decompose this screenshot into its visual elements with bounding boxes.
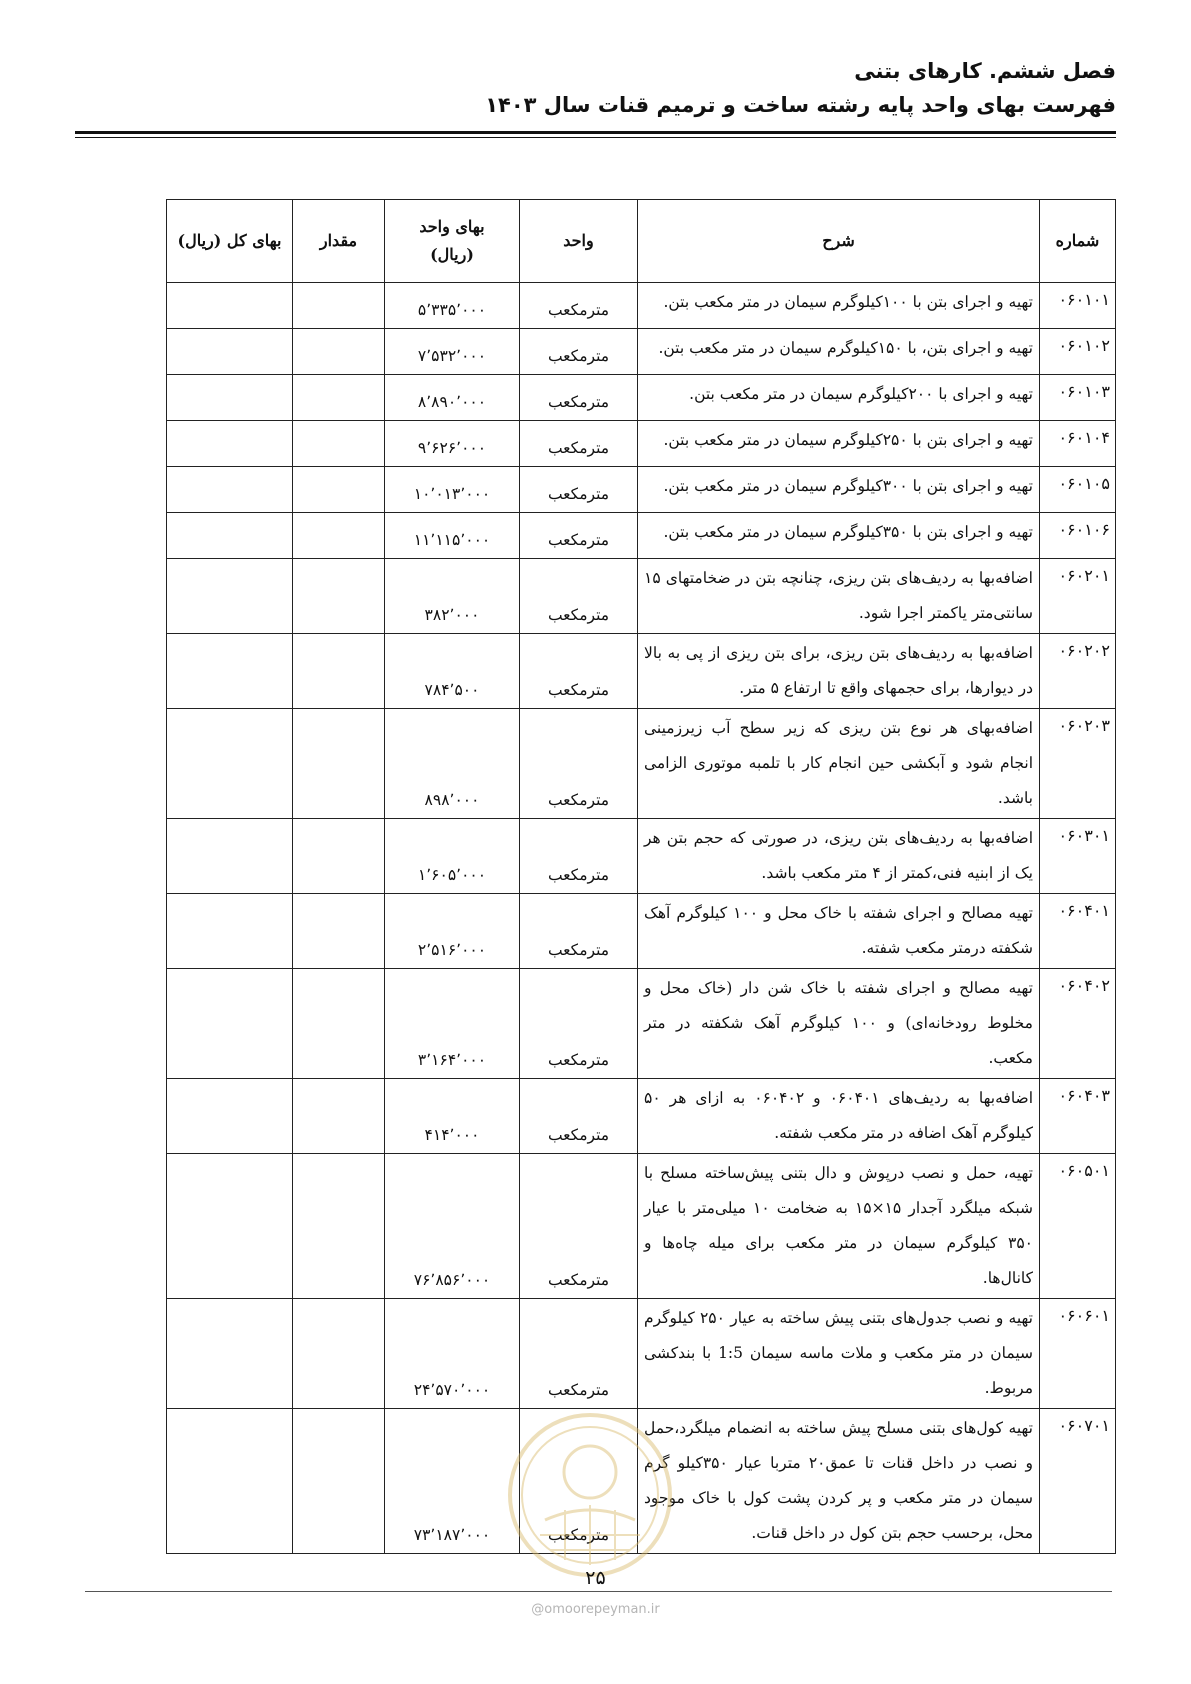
- row-quantity: [293, 1299, 385, 1409]
- row-code: ۰۶۰۱۰۴: [1040, 421, 1116, 467]
- row-code: ۰۶۰۳۰۱: [1040, 819, 1116, 894]
- row-unit: مترمکعب: [520, 559, 638, 634]
- row-description: اضافه‌بها به ردیف‌های ۰۶۰۴۰۱ و ۰۶۰۴۰۲ به ازای هر ۵۰ کیلوگرم آهک اضافه در متر مکعب شفته.: [638, 1079, 1040, 1154]
- table-row: [84, 709, 1116, 819]
- table-row: [84, 559, 1116, 634]
- row-unit: مترمکعب: [520, 1299, 638, 1409]
- row-unit-price: ۱۰٬۰۱۳٬۰۰۰: [385, 467, 520, 513]
- row-total: [167, 375, 293, 421]
- row-unit: مترمکعب: [520, 467, 638, 513]
- row-total: [167, 329, 293, 375]
- row-total: [167, 969, 293, 1079]
- row-total: [167, 513, 293, 559]
- row-description: تهیه کول‌های بتنی مسلح پیش ساخته به انضمام میلگرد،حمل و نصب در داخل قنات تا عمق۲۰ متربا عیار ۳۵۰کیلو گرم سیمان در متر مکعب و پر کردن پشت کول با خاک موجود محل، برحسب حجم بتن کول در داخل قنات.: [638, 1409, 1040, 1554]
- header-rule-thin: [75, 137, 1116, 138]
- row-unit-price: ۳۸۲٬۰۰۰: [385, 559, 520, 634]
- header-rule-thick: [75, 131, 1116, 134]
- row-unit-price: ۸٬۸۹۰٬۰۰۰: [385, 375, 520, 421]
- row-unit-price: ۱٬۶۰۵٬۰۰۰: [385, 819, 520, 894]
- row-code: ۰۶۰۱۰۶: [1040, 513, 1116, 559]
- row-description: تهیه و اجرای با ۲۰۰کیلوگرم سیمان در متر مکعب بتن.: [638, 375, 1040, 421]
- row-code: ۰۶۰۱۰۵: [1040, 467, 1116, 513]
- row-total: [167, 421, 293, 467]
- seal-watermark: [505, 1410, 675, 1580]
- row-total: [167, 283, 293, 329]
- row-description: تهیه مصالح و اجرای شفته با خاک شن دار (خاک محل و مخلوط رودخانه‌ای) و ۱۰۰ کیلوگرم آهک شکفته در متر مکعب.: [638, 969, 1040, 1079]
- row-description: تهیه و اجرای بتن، با ۱۵۰کیلوگرم سیمان در متر مکعب بتن.: [638, 329, 1040, 375]
- page-header: [76, 56, 1116, 120]
- row-unit-price: ۷٬۵۳۲٬۰۰۰: [385, 329, 520, 375]
- row-total: [167, 467, 293, 513]
- table-row: [84, 1299, 1116, 1409]
- header-unit: واحد: [520, 200, 638, 283]
- chapter-title: فصل ششم. کارهای بتنی: [854, 59, 1116, 83]
- row-unit-price: ۴۱۴٬۰۰۰: [385, 1079, 520, 1154]
- row-total: [167, 634, 293, 709]
- row-description: تهیه و اجرای بتن با ۳۰۰کیلوگرم سیمان در متر مکعب بتن.: [638, 467, 1040, 513]
- row-unit: مترمکعب: [520, 421, 638, 467]
- row-unit-price: ۱۱٬۱۱۵٬۰۰۰: [385, 513, 520, 559]
- row-unit-price: ۸۹۸٬۰۰۰: [385, 709, 520, 819]
- table-row: [84, 1154, 1116, 1299]
- row-code: ۰۶۰۲۰۱: [1040, 559, 1116, 634]
- row-code: ۰۶۰۷۰۱: [1040, 1409, 1116, 1554]
- row-code: ۰۶۰۴۰۳: [1040, 1079, 1116, 1154]
- row-total: [167, 1299, 293, 1409]
- row-code: ۰۶۰۱۰۲: [1040, 329, 1116, 375]
- row-description: اضافه‌بها به ردیف‌های بتن ریزی، در صورتی که حجم بتن هر یک از ابنیه فنی،کمتر از ۴ متر مکعب باشد.: [638, 819, 1040, 894]
- header-total-price: بهای کل (ریال): [167, 200, 293, 283]
- header-code: شماره: [1040, 200, 1116, 283]
- row-code: ۰۶۰۱۰۱: [1040, 283, 1116, 329]
- page-number: ۲۵: [585, 1567, 606, 1589]
- row-quantity: [293, 421, 385, 467]
- footer-rule: [85, 1591, 1112, 1592]
- row-total: [167, 559, 293, 634]
- row-quantity: [293, 513, 385, 559]
- row-total: [167, 1079, 293, 1154]
- row-unit: مترمکعب: [520, 283, 638, 329]
- row-code: ۰۶۰۴۰۲: [1040, 969, 1116, 1079]
- header-unit-price-line1: بهای واحد: [419, 217, 485, 236]
- header-unit-price-line2: (ریال): [430, 245, 474, 264]
- row-quantity: [293, 634, 385, 709]
- row-quantity: [293, 1409, 385, 1554]
- row-quantity: [293, 1154, 385, 1299]
- row-unit-price: ۷۶٬۸۵۶٬۰۰۰: [385, 1154, 520, 1299]
- header-unit-price: [385, 200, 520, 283]
- row-code: ۰۶۰۶۰۱: [1040, 1299, 1116, 1409]
- header-description: شرح: [638, 200, 1040, 283]
- row-quantity: [293, 559, 385, 634]
- row-total: [167, 1409, 293, 1554]
- row-total: [167, 894, 293, 969]
- row-description: اضافه‌بها به ردیف‌های بتن ریزی، چنانچه بتن در ضخامتهای ۱۵ سانتی‌متر یاکمتر اجرا شود.: [638, 559, 1040, 634]
- row-code: ۰۶۰۵۰۱: [1040, 1154, 1116, 1299]
- row-description: اضافه‌بها به ردیف‌های بتن ریزی، برای بتن ریزی از پی به بالا در دیوارها، برای حجمهای واقع تا ارتفاع ۵ متر.: [638, 634, 1040, 709]
- row-unit-price: ۷۳٬۱۸۷٬۰۰۰: [385, 1409, 520, 1554]
- row-unit-price: ۲۴٬۵۷۰٬۰۰۰: [385, 1299, 520, 1409]
- table-row: [84, 894, 1116, 969]
- price-table: [83, 199, 1116, 1554]
- row-quantity: [293, 969, 385, 1079]
- table-header-row: [84, 200, 1116, 283]
- row-quantity: [293, 375, 385, 421]
- row-total: [167, 819, 293, 894]
- row-unit-price: ۳٬۱۶۴٬۰۰۰: [385, 969, 520, 1079]
- row-description: تهیه، حمل و نصب درپوش و دال بتنی پیش‌ساخته مسلح با شبکه میلگرد آجدار ۱۵×۱۵ به ضخامت ۱۰ میلی‌متر با عیار ۳۵۰ کیلوگرم سیمان در متر مکعب برای میله چاه‌ها و کانال‌ها.: [638, 1154, 1040, 1299]
- row-quantity: [293, 894, 385, 969]
- row-total: [167, 1154, 293, 1299]
- row-description: تهیه و اجرای بتن با ۱۰۰کیلوگرم سیمان در متر مکعب بتن.: [638, 283, 1040, 329]
- row-code: ۰۶۰۴۰۱: [1040, 894, 1116, 969]
- row-unit-price: ۵٬۳۳۵٬۰۰۰: [385, 283, 520, 329]
- row-quantity: [293, 709, 385, 819]
- watermark-site-text: @omoorepeyman.ir: [531, 1602, 660, 1617]
- table-row: [84, 969, 1116, 1079]
- header-quantity: مقدار: [293, 200, 385, 283]
- row-unit-price: ۷۸۴٬۵۰۰: [385, 634, 520, 709]
- row-code: ۰۶۰۲۰۳: [1040, 709, 1116, 819]
- row-quantity: [293, 283, 385, 329]
- table-row: [84, 375, 1116, 421]
- table-row: [84, 1079, 1116, 1154]
- row-unit: مترمکعب: [520, 1409, 638, 1554]
- table-row: [84, 421, 1116, 467]
- row-unit: مترمکعب: [520, 1154, 638, 1299]
- table-row: [84, 329, 1116, 375]
- row-unit: مترمکعب: [520, 819, 638, 894]
- row-unit-price: ۲٬۵۱۶٬۰۰۰: [385, 894, 520, 969]
- table-row: [84, 513, 1116, 559]
- table-row: [84, 283, 1116, 329]
- row-total: [167, 709, 293, 819]
- row-quantity: [293, 1079, 385, 1154]
- row-unit: مترمکعب: [520, 709, 638, 819]
- table-row: [84, 634, 1116, 709]
- row-unit: مترمکعب: [520, 375, 638, 421]
- row-unit: مترمکعب: [520, 1079, 638, 1154]
- row-unit: مترمکعب: [520, 513, 638, 559]
- price-list-title: فهرست بهای واحد پایه رشته ساخت و ترمیم قنات سال ۱۴۰۳: [485, 93, 1116, 117]
- row-description: اضافه‌بهای هر نوع بتن ریزی که زیر سطح آب زیرزمینی انجام شود و آبکشی حین انجام کار با تلمبه موتوری الزامی باشد.: [638, 709, 1040, 819]
- row-description: تهیه و نصب جدول‌های بتنی پیش ساخته به عیار ۲۵۰ کیلوگرم سیمان در متر مکعب و ملات ماسه سیمان 1:5 با بندکشی مربوط.: [638, 1299, 1040, 1409]
- table-row: [84, 467, 1116, 513]
- row-unit: مترمکعب: [520, 634, 638, 709]
- row-code: ۰۶۰۲۰۲: [1040, 634, 1116, 709]
- row-description: تهیه و اجرای بتن با ۲۵۰کیلوگرم سیمان در متر مکعب بتن.: [638, 421, 1040, 467]
- row-quantity: [293, 329, 385, 375]
- row-unit-price: ۹٬۶۲۶٬۰۰۰: [385, 421, 520, 467]
- row-code: ۰۶۰۱۰۳: [1040, 375, 1116, 421]
- row-unit: مترمکعب: [520, 969, 638, 1079]
- table-row: [84, 819, 1116, 894]
- row-unit: مترمکعب: [520, 329, 638, 375]
- row-description: تهیه مصالح و اجرای شفته با خاک محل و ۱۰۰ کیلوگرم آهک شکفته درمتر مکعب شفته.: [638, 894, 1040, 969]
- row-quantity: [293, 467, 385, 513]
- row-quantity: [293, 819, 385, 894]
- row-unit: مترمکعب: [520, 894, 638, 969]
- row-description: تهیه و اجرای بتن با ۳۵۰کیلوگرم سیمان در متر مکعب بتن.: [638, 513, 1040, 559]
